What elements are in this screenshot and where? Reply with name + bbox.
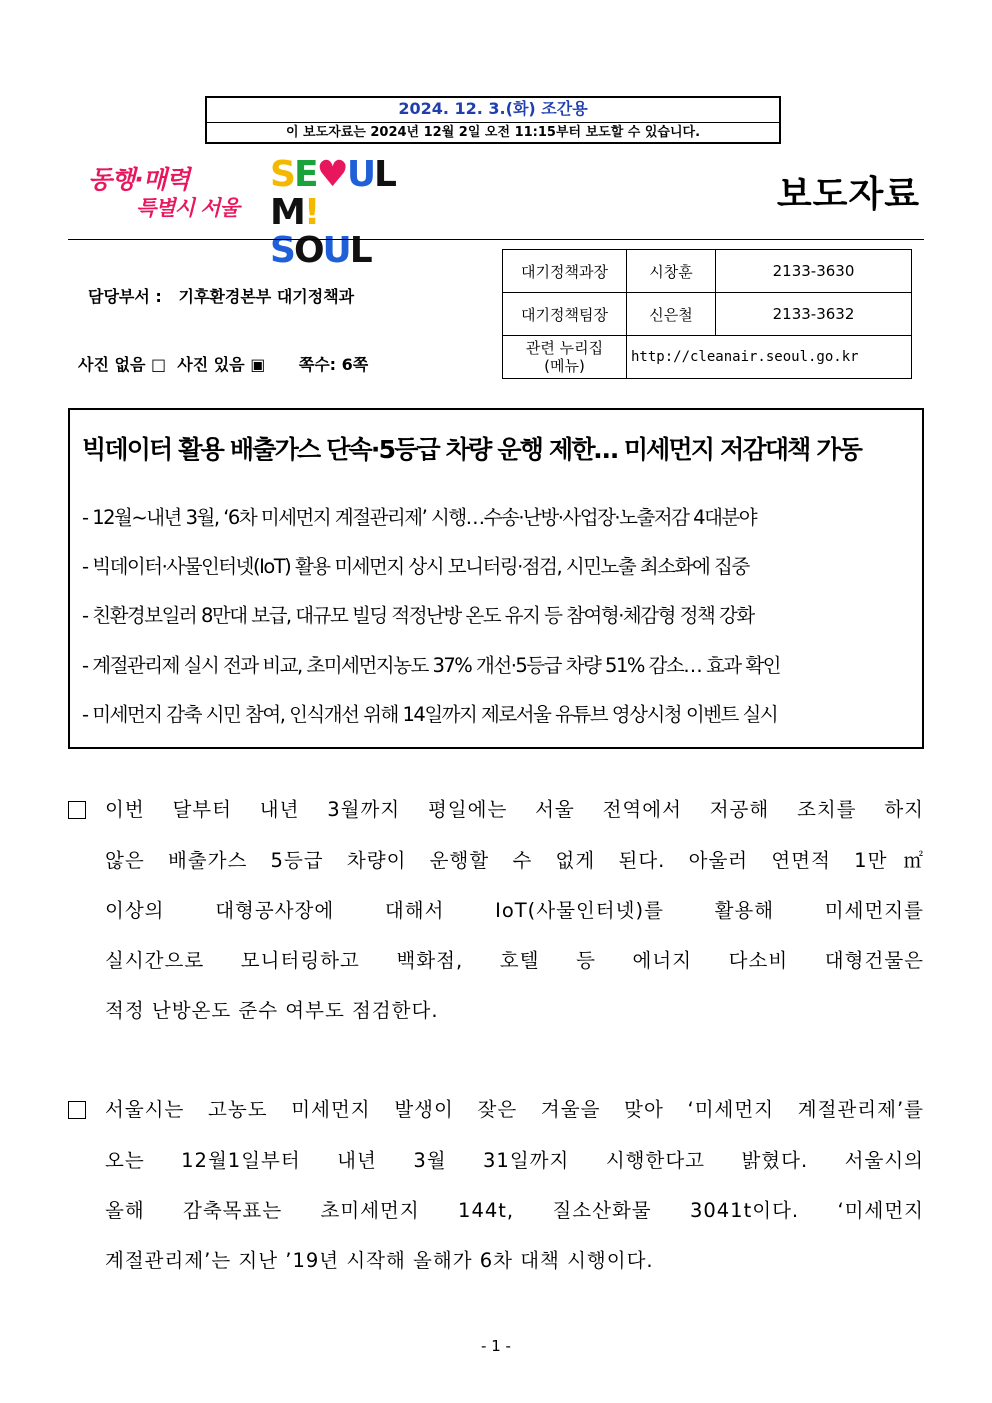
paragraph-line: 서울시는 고농도 미세먼지 발생이 잦은 겨울을 맞아 ‘미세먼지 계절관리제’를 [105,1098,924,1121]
seoul-logo-line1: SE♥UL [270,154,395,195]
document-title: 보도자료 [776,174,920,215]
contact-name: 신은철 [627,293,716,336]
page-count: 쪽수: 6쪽 [298,355,369,374]
contact-phone: 2133-3630 [716,250,912,293]
contact-row [503,293,912,336]
slogan-logo [84,160,244,230]
summary-bullet: - 계절관리제 실시 전과 비교, 초미세먼지농도 37% 개선·5등급 차량 51% 감소… 효과 확인 [82,654,781,677]
summary-bullet: - 친환경보일러 8만대 보급, 대규모 빌딩 적정난방 온도 유지 등 참여형·체감형 정책 강화 [82,604,754,627]
contact-table [502,249,912,379]
summary-bullet: - 12월~내년 3월, ‘6차 미세먼지 계절관리제’ 시행…수송·난방·사업장·노출저감 4대분야 [82,506,757,529]
contact-role: 대기정책과장 [503,250,627,293]
checkbox-square-icon [68,1101,86,1119]
page-number: - 1 - [481,1337,511,1355]
paragraph-line: 이상의 대형공사장에 대해서 IoT(사물인터넷)를 활용해 미세먼지를 [105,899,924,922]
checkbox-square-icon [68,801,86,819]
department-label: 담당부서 : [88,287,162,306]
department-line [88,284,354,307]
header-divider [68,239,924,240]
related-site-url[interactable]: http://cleanair.seoul.go.kr [627,336,912,379]
paragraph-line: 올해 감축목표는 초미세먼지 144t, 질소산화물 3041t이다. ‘미세먼지 [105,1199,924,1222]
contact-phone: 2133-3632 [716,293,912,336]
photo-info [78,352,368,375]
embargo-box [205,96,781,144]
paragraph-line: 적정 난방온도 준수 여부도 점검한다. [105,999,439,1022]
seoul-logo-line2: M! SOUL [270,192,371,271]
paragraph-line: 오는 12월1일부터 내년 3월 31일까지 시행한다고 밝혔다. 서울시의 [105,1149,924,1172]
headline: 빅데이터 활용 배출가스 단속·5등급 차량 운행 제한… 미세먼지 저감대책 가동 [82,435,862,464]
department-value: 기후환경본부 대기정책과 [178,287,355,306]
has-photo-option: 사진 있음 ▣ [177,355,266,374]
slogan-line2: 특별시 서울 [136,196,239,220]
embargo-date: 2024. 12. 3.(화) 조간용 [207,98,779,123]
summary-bullet: - 빅데이터·사물인터넷(IoT) 활용 미세먼지 상시 모니터링·점검, 시민노출 최소화에 집중 [82,555,749,578]
related-site-row [503,336,912,379]
headline-box [68,408,924,749]
related-site-label: 관련 누리집 (메뉴) [503,336,627,379]
contact-role: 대기정책팀장 [503,293,627,336]
paragraph-line: 않은 배출가스 5등급 차량이 운행할 수 없게 된다. 아울러 연면적 1만㎡ [105,849,924,872]
no-photo-option: 사진 없음 □ [78,355,167,374]
paragraph-line: 이번 달부터 내년 3월까지 평일에는 서울 전역에서 저공해 조치를 하지 [105,798,924,821]
paragraph-line: 실시간으로 모니터링하고 백화점, 호텔 등 에너지 다소비 대형건물은 [105,949,924,972]
embargo-note: 이 보도자료는 2024년 12월 2일 오전 11:15부터 보도할 수 있습니다. [285,125,701,140]
paragraph-line: 계절관리제’는 지난 ’19년 시작해 올해가 6차 대책 시행이다. [105,1249,654,1272]
summary-bullet: - 미세먼지 감축 시민 참여, 인식개선 위해 14일까지 제로서울 유튜브 영상시청 이벤트 실시 [82,703,778,726]
contact-name: 시창훈 [627,250,716,293]
slogan-line1: 동행·매력 [88,165,190,194]
contact-row [503,250,912,293]
seoul-my-soul-logo [270,152,400,271]
